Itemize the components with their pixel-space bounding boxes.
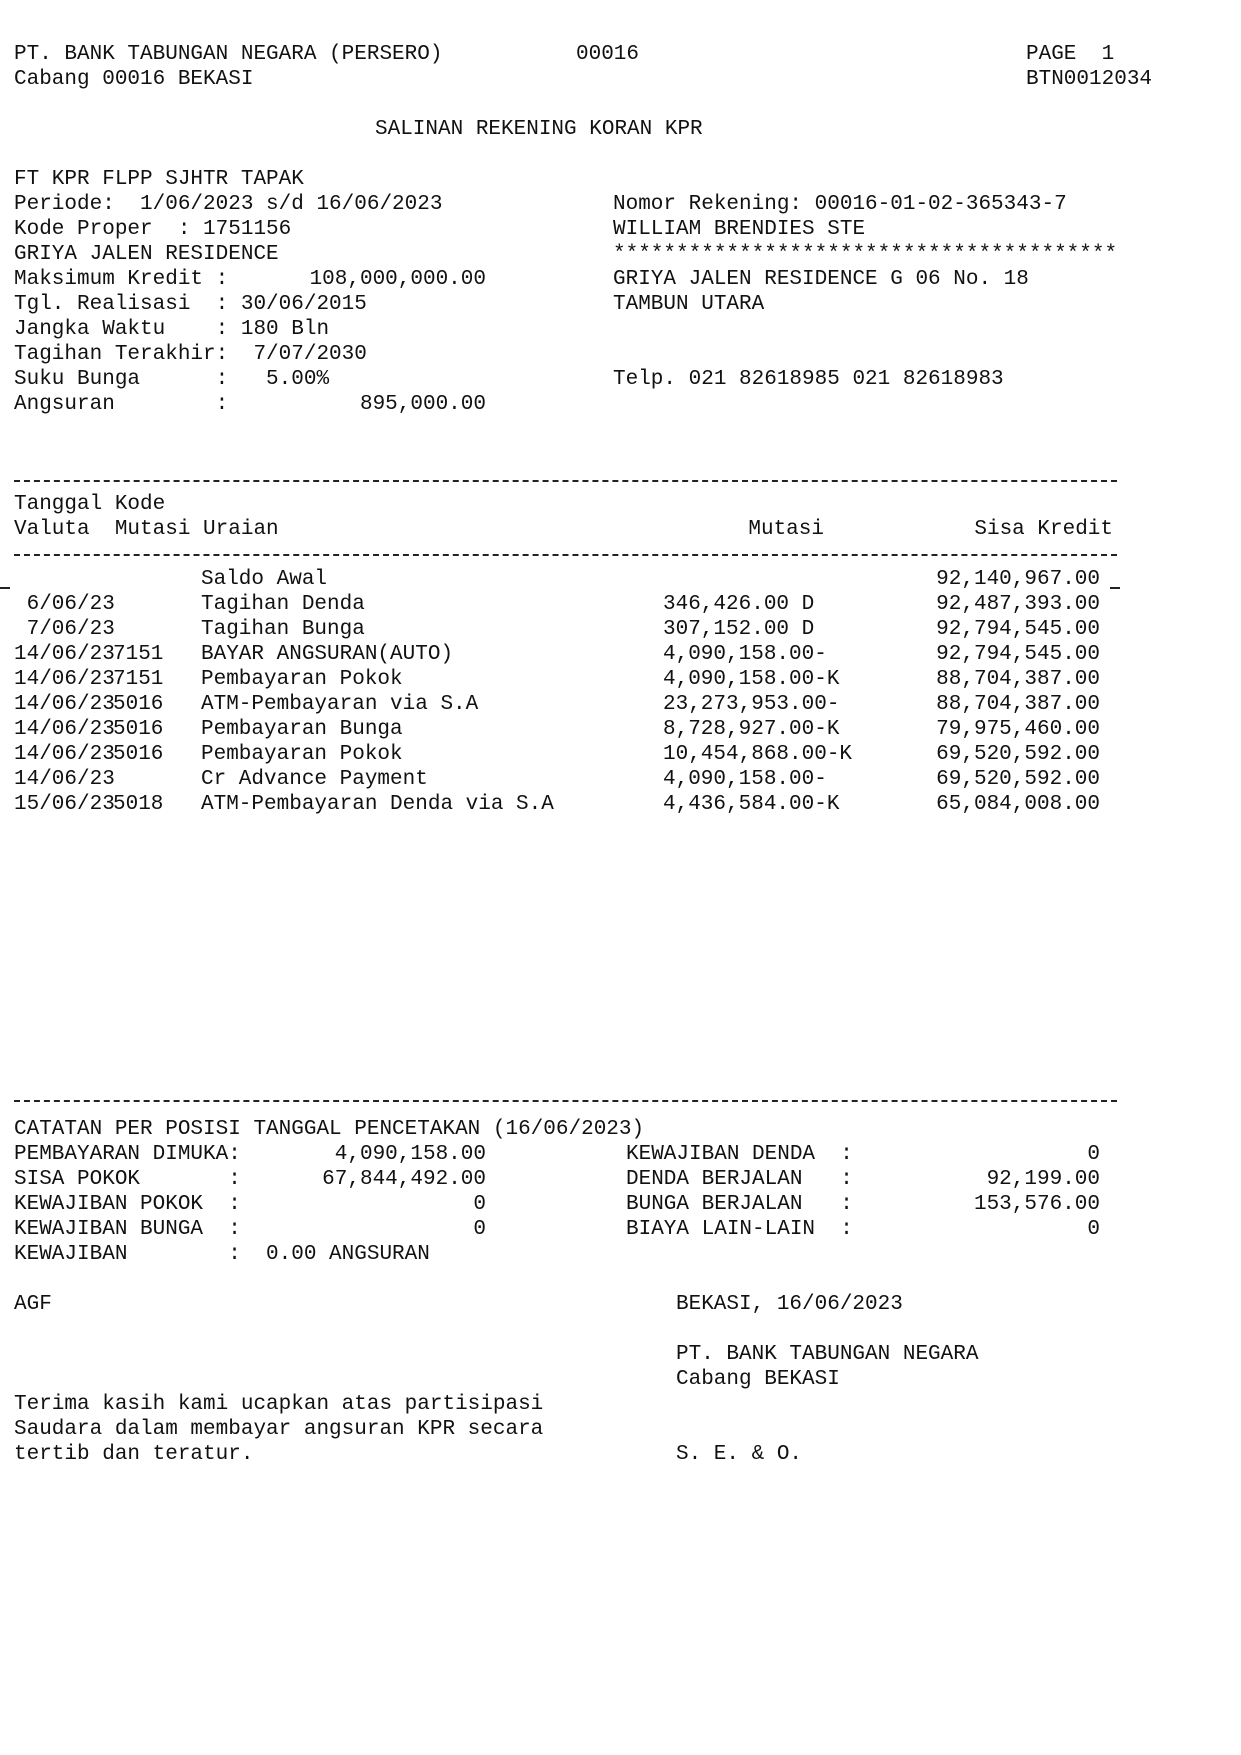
angsuran-value: 895,000.00 <box>359 393 486 416</box>
row-mutasi: 8,728,927.00-K <box>663 718 840 741</box>
thanks-line-1: Terima kasih kami ucapkan atas partisipasi <box>14 1393 544 1416</box>
periode: Periode: 1/06/2023 s/d 16/06/2023 <box>14 193 443 216</box>
note-label: BUNGA BERJALAN : <box>626 1193 853 1216</box>
masked-stars: **************************************** <box>613 243 1118 266</box>
divider-notes <box>14 1100 1117 1102</box>
row-sisa-kredit: 92,487,393.00 <box>936 593 1100 616</box>
row-code: 5016 <box>113 693 164 716</box>
row-date: 14/06/23 <box>14 768 115 791</box>
row-sisa-kredit: 88,704,387.00 <box>936 693 1100 716</box>
row-sisa-kredit: 69,520,592.00 <box>936 768 1100 791</box>
column-header-sisa-kredit: Sisa Kredit <box>974 518 1113 541</box>
table-header-line-2: Valuta Mutasi Uraian <box>14 518 279 541</box>
note-value: 153,576.00 <box>973 1193 1100 1216</box>
branch-code: 00016 <box>576 43 640 66</box>
note-value: 4,090,158.00 <box>334 1143 486 1166</box>
thanks-line-3: tertib dan teratur. <box>14 1443 254 1466</box>
row-sisa-kredit: 92,140,967.00 <box>936 568 1100 591</box>
note-value: 92,199.00 <box>986 1168 1100 1191</box>
note-label: KEWAJIBAN DENDA : <box>626 1143 853 1166</box>
jangka-waktu: Jangka Waktu : 180 Bln <box>14 318 330 341</box>
row-mutasi: 4,090,158.00-K <box>663 668 840 691</box>
row-date: 14/06/23 <box>14 668 115 691</box>
table-header-line-1: Tanggal Kode <box>14 493 166 516</box>
row-sisa-kredit: 65,084,008.00 <box>936 793 1100 816</box>
note-label: SISA POKOK : <box>14 1168 241 1191</box>
note-value: 0 <box>473 1193 486 1216</box>
margin-tick-right <box>1110 587 1120 589</box>
row-sisa-kredit: 69,520,592.00 <box>936 743 1100 766</box>
product-name: FT KPR FLPP SJHTR TAPAK <box>14 168 304 191</box>
note-label: KEWAJIBAN POKOK : <box>14 1193 241 1216</box>
note-label: KEWAJIBAN BUNGA : <box>14 1218 241 1241</box>
telephone: Telp. 021 82618985 021 82618983 <box>613 368 1004 391</box>
row-date: 6/06/23 <box>14 593 115 616</box>
note-label: DENDA BERJALAN : <box>626 1168 853 1191</box>
note-value: 0 <box>1087 1218 1100 1241</box>
row-code: 5018 <box>113 793 164 816</box>
operator-initials: AGF <box>14 1293 52 1316</box>
divider-top <box>14 480 1117 482</box>
row-mutasi: 307,152.00 D <box>663 618 815 641</box>
note-value: 0 <box>473 1218 486 1241</box>
bank-name: PT. BANK TABUNGAN NEGARA (PERSERO) <box>14 43 443 66</box>
document-title: SALINAN REKENING KORAN KPR <box>375 118 703 141</box>
row-date: 7/06/23 <box>14 618 115 641</box>
row-description: BAYAR ANGSURAN(AUTO) <box>201 643 454 666</box>
row-sisa-kredit: 88,704,387.00 <box>936 668 1100 691</box>
row-description: ATM-Pembayaran Denda via S.A <box>201 793 554 816</box>
row-mutasi: 23,273,953.00- <box>663 693 840 716</box>
row-description: Pembayaran Bunga <box>201 718 403 741</box>
address-line-1: GRIYA JALEN RESIDENCE G 06 No. 18 <box>613 268 1029 291</box>
row-description: Saldo Awal <box>201 568 328 591</box>
address-line-2: TAMBUN UTARA <box>613 293 765 316</box>
notes-heading: CATATAN PER POSISI TANGGAL PENCETAKAN (16/06/2023) <box>14 1118 645 1141</box>
page-number: PAGE 1 <box>1026 43 1115 66</box>
row-description: Pembayaran Pokok <box>201 743 403 766</box>
row-code: 5016 <box>113 718 164 741</box>
row-description: Tagihan Bunga <box>201 618 365 641</box>
kode-proper: Kode Proper : 1751156 <box>14 218 292 241</box>
angsuran-label: Angsuran : <box>14 393 229 416</box>
signature-branch: Cabang BEKASI <box>676 1368 840 1391</box>
kewajiban-angsuran: KEWAJIBAN : 0.00 ANGSURAN <box>14 1243 430 1266</box>
row-sisa-kredit: 92,794,545.00 <box>936 643 1100 666</box>
place-date: BEKASI, 16/06/2023 <box>676 1293 903 1316</box>
row-description: Cr Advance Payment <box>201 768 428 791</box>
margin-tick-left <box>0 587 10 589</box>
row-description: Pembayaran Pokok <box>201 668 403 691</box>
row-mutasi: 346,426.00 D <box>663 593 815 616</box>
row-description: Tagihan Denda <box>201 593 365 616</box>
row-code: 7151 <box>113 668 164 691</box>
row-date: 14/06/23 <box>14 718 115 741</box>
column-header-mutasi: Mutasi <box>748 518 824 541</box>
row-mutasi: 10,454,868.00-K <box>663 743 853 766</box>
tgl-realisasi: Tgl. Realisasi : 30/06/2015 <box>14 293 367 316</box>
divider-header <box>14 554 1117 556</box>
tagihan-terakhir: Tagihan Terakhir: 7/07/2030 <box>14 343 367 366</box>
maksimum-kredit-label: Maksimum Kredit : <box>14 268 229 291</box>
note-label: PEMBAYARAN DIMUKA: <box>14 1143 241 1166</box>
signature-bank-name: PT. BANK TABUNGAN NEGARA <box>676 1343 979 1366</box>
row-code: 5016 <box>113 743 164 766</box>
row-code: 7151 <box>113 643 164 666</box>
row-date: 14/06/23 <box>14 643 115 666</box>
row-mutasi: 4,090,158.00- <box>663 643 827 666</box>
row-description: ATM-Pembayaran via S.A <box>201 693 479 716</box>
errors-omissions-note: S. E. & O. <box>676 1443 803 1466</box>
thanks-line-2: Saudara dalam membayar angsuran KPR secara <box>14 1418 544 1441</box>
row-date: 14/06/23 <box>14 743 115 766</box>
row-mutasi: 4,090,158.00- <box>663 768 827 791</box>
row-date: 14/06/23 <box>14 693 115 716</box>
nomor-rekening: Nomor Rekening: 00016-01-02-365343-7 <box>613 193 1067 216</box>
maksimum-kredit-value: 108,000,000.00 <box>309 268 486 291</box>
row-sisa-kredit: 92,794,545.00 <box>936 618 1100 641</box>
row-sisa-kredit: 79,975,460.00 <box>936 718 1100 741</box>
note-value: 67,844,492.00 <box>322 1168 486 1191</box>
note-value: 0 <box>1087 1143 1100 1166</box>
suku-bunga: Suku Bunga : 5.00% <box>14 368 330 391</box>
branch-line: Cabang 00016 BEKASI <box>14 68 254 91</box>
row-date: 15/06/23 <box>14 793 115 816</box>
report-id: BTN0012034 <box>1026 68 1153 91</box>
project-name: GRIYA JALEN RESIDENCE <box>14 243 279 266</box>
customer-name: WILLIAM BRENDIES STE <box>613 218 866 241</box>
row-mutasi: 4,436,584.00-K <box>663 793 840 816</box>
note-label: BIAYA LAIN-LAIN : <box>626 1218 853 1241</box>
